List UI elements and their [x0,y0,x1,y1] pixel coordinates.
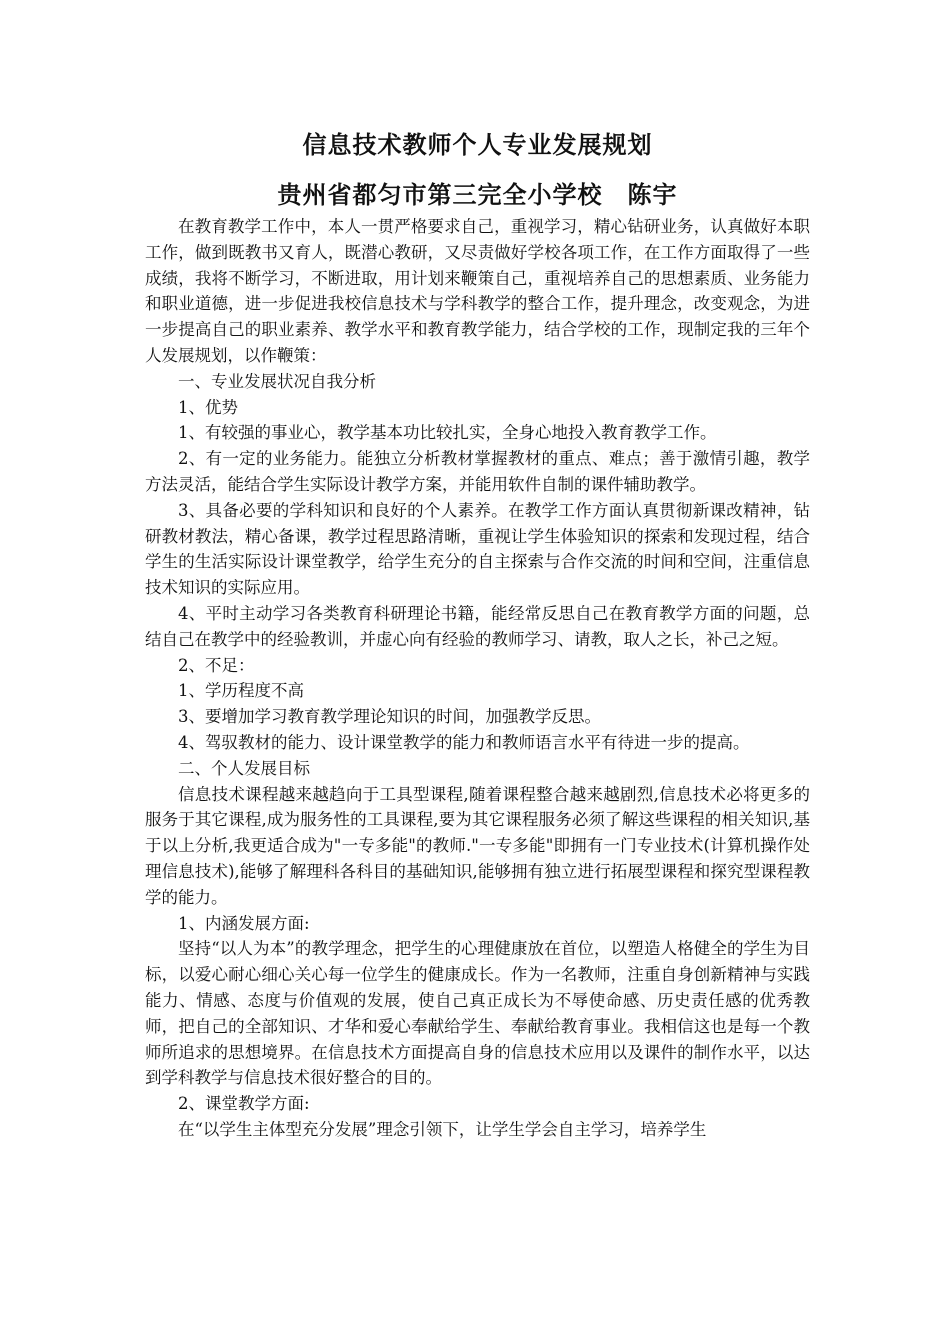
intro-paragraph: 在教育教学工作中，本人一贯严格要求自己，重视学习，精心钻研业务，认真做好本职工作，做到既教书又育人，既潜心教研，又尽责做好学校各项工作，在工作方面取得了一些成绩，我将不断学习，不断进取，用计划来鞭策自己，重视培养自己的思想素质、业务能力和职业道德，进一步促进我校信息技术与学科教学的整合工作，提升理念，改变观念，为进一步提高自己的职业素养、教学水平和教育教学能力，结合学校的工作，现制定我的三年个人发展规划，以作鞭策： [145,217,810,365]
list-item: 4、平时主动学习各类教育科研理论书籍，能经常反思自己在教育教学方面的问题，总结自己在教学中的经验教训，并虚心向有经验的教师学习、请教，取人之长，补己之短。 [145,603,810,649]
document-body [145,214,810,1143]
document-title: 信息技术教师个人专业发展规划 [302,131,653,159]
list-item: 3、具备必要的学科知识和良好的个人素养。在教学工作方面认真贯彻新课改精神，钻研教材教法，精心备课，教学过程思路清晰，重视让学生体验知识的探索和发现过程，结合学生的生活实际设计课堂教学，给学生充分的自主探索与合作交流的时间和空间，注重信息技术知识的实际应用。 [145,500,810,598]
section-heading: 二、个人发展目标 [178,758,310,778]
list-item: 1、有较强的事业心，教学基本功比较扎实，全身心地投入教育教学工作。 [178,423,717,443]
list-item: 3、要增加学习教育教学理论知识的时间，加强教学反思。 [178,707,601,727]
subsection-heading: 2、不足： [178,655,255,675]
list-item: 1、学历程度不高 [178,681,304,701]
document-page [145,130,810,1143]
body-paragraph: 在“以学生主体型充分发展”理念引领下，让学生学会自主学习，培养学生 [178,1119,707,1139]
body-paragraph: 信息技术课程越来越趋向于工具型课程,随着课程整合越来越剧烈,信息技术必将更多的服务于其它课程,成为服务性的工具课程,要为其它课程服务必须了解这些课程的相关知识,基于以上分析,我更适合成为"一专多能"的教师."一专多能"即拥有一门专业技术(计算机操作处理信息技术),能够了解理科各科目的基础知识,能够拥有独立进行拓展型课程和探究型课程教学的能力。 [145,784,810,907]
subsection-heading: 2、课堂教学方面: [178,1094,310,1114]
subsection-heading: 1、优势 [178,397,238,417]
document-subtitle: 贵州省都匀市第三完全小学校 陈宇 [277,181,678,209]
list-item: 4、驾驭教材的能力、设计课堂教学的能力和教师语言水平有待进一步的提高。 [178,732,750,752]
body-paragraph: 坚持“以人为本”的教学理念，把学生的心理健康放在首位，以塑造人格健全的学生为目标，以爱心耐心细心关心每一位学生的健康成长。作为一名教师，注重自身创新精神与实践能力、情感、态度与价值观的发展，使自己真正成长为不辱使命感、历史责任感的优秀教师，把自己的全部知识、才华和爱心奉献给学生、奉献给教育事业。我相信这也是每一个教师所追求的思想境界。在信息技术方面提高自身的信息技术应用以及课件的制作水平，以达到学科教学与信息技术很好整合的目的。 [145,939,810,1088]
list-item: 2、有一定的业务能力。能独立分析教材掌握教材的重点、难点；善于激情引趣，教学方法灵活，能结合学生实际设计教学方案，并能用软件自制的课件辅助教学。 [145,449,810,494]
subsection-heading: 1、内涵发展方面: [178,913,310,933]
section-heading: 一、专业发展状况自我分析 [178,371,376,391]
